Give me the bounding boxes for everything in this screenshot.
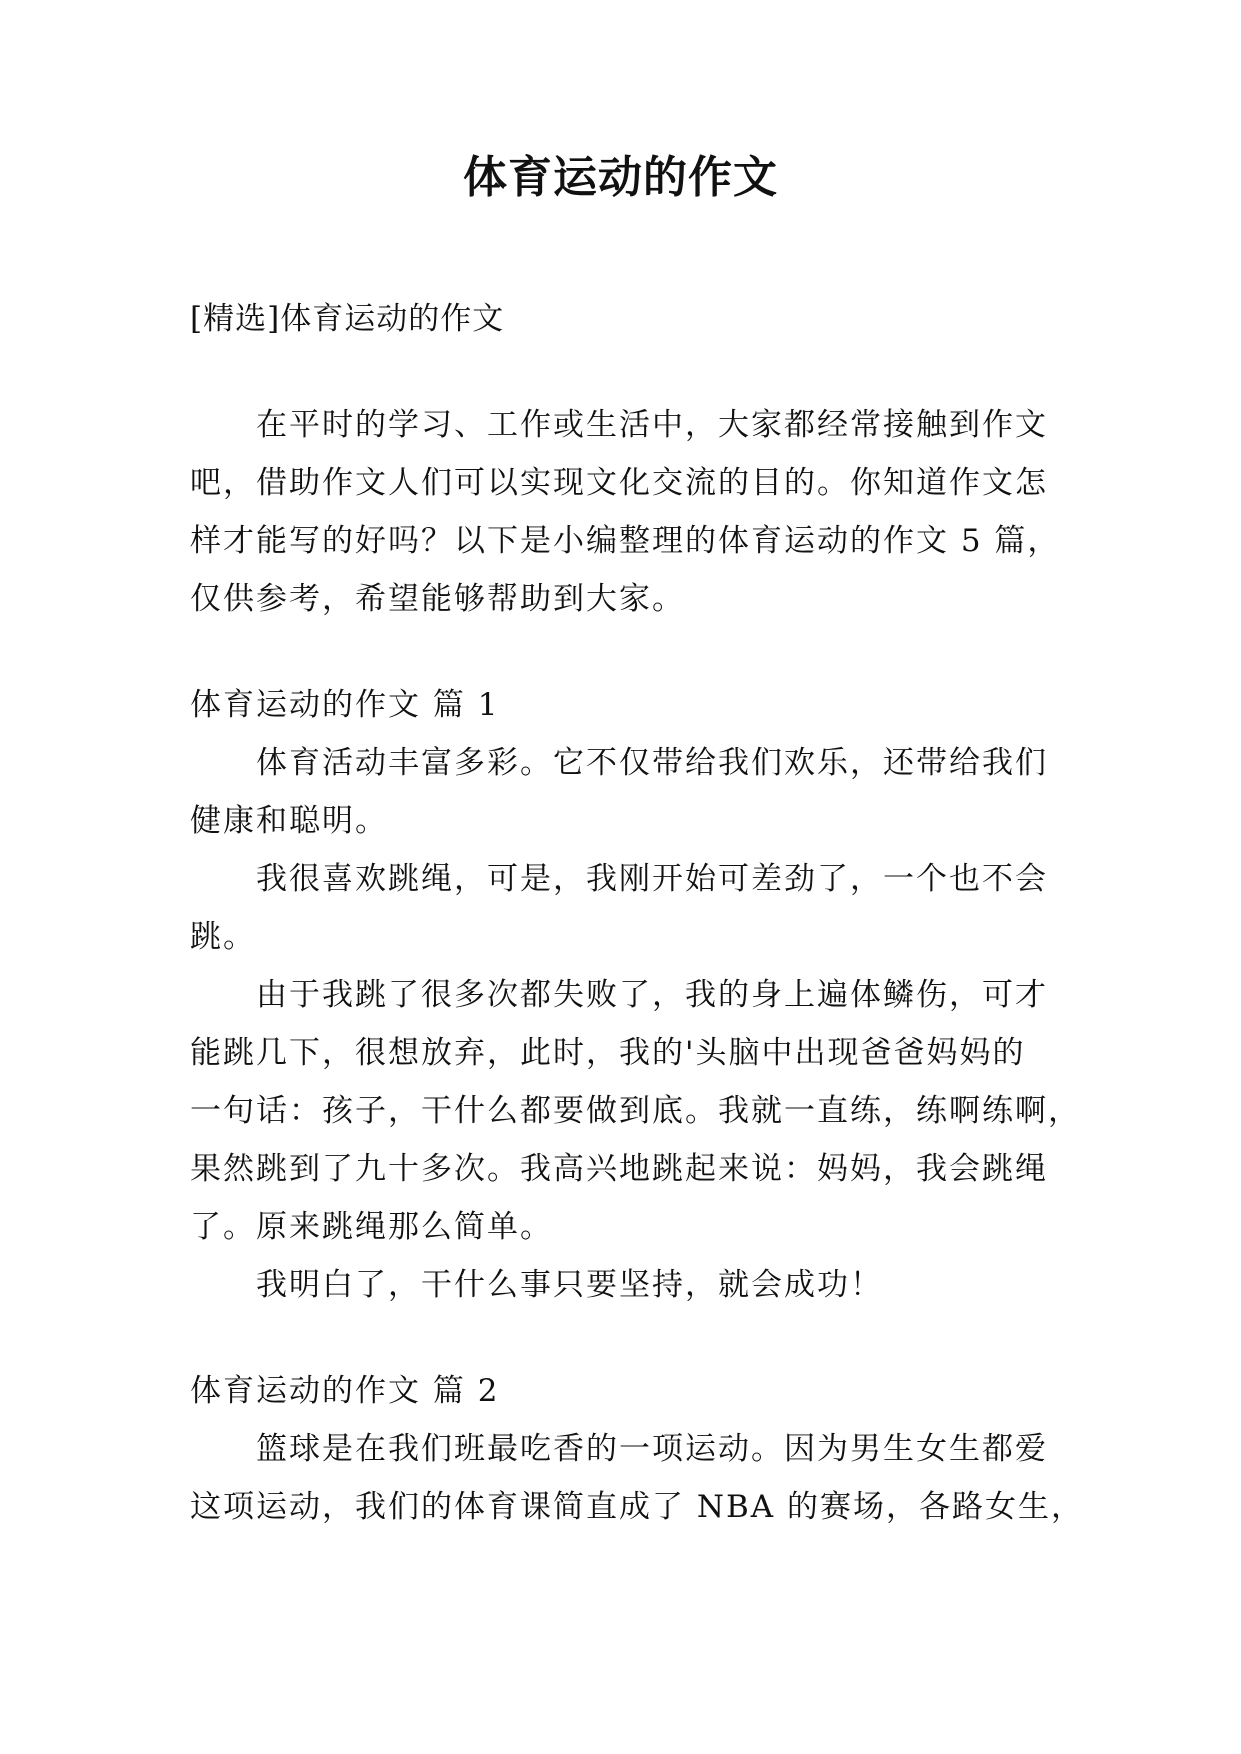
- paragraph-line: 我明白了，干什么事只要坚持，就会成功！: [256, 1267, 883, 1303]
- paragraph-line: 跳。: [190, 919, 256, 955]
- paragraph-line: 健康和聪明。: [190, 803, 388, 839]
- document-subtitle: [精选]体育运动的作文: [190, 301, 505, 337]
- section-heading: 体育运动的作文 篇 1: [190, 687, 500, 723]
- intro-paragraph: [190, 396, 1060, 628]
- paragraph-line: 体育活动丰富多彩。它不仅带给我们欢乐，还带给我们: [256, 745, 1048, 781]
- paragraph-line: 我很喜欢跳绳，可是，我刚开始可差劲了，一个也不会: [256, 861, 1048, 897]
- paragraph-line: 这项运动，我们的体育课简直成了 NBA 的赛场，各路女生，: [190, 1489, 1084, 1525]
- document-body: [190, 290, 1084, 1536]
- essay-section-1: [190, 676, 1081, 1314]
- section-heading: 体育运动的作文 篇 2: [190, 1373, 500, 1409]
- spacer: [190, 348, 1060, 396]
- paragraph-line: 仅供参考，希望能够帮助到大家。: [190, 581, 685, 617]
- paragraph-line: 在平时的学习、工作或生活中，大家都经常接触到作文: [256, 407, 1048, 443]
- paragraph-line: 吧，借助作文人们可以实现文化交流的目的。你知道作文怎: [190, 465, 1048, 501]
- spacer: [190, 628, 1060, 676]
- paragraph-line: 果然跳到了九十多次。我高兴地跳起来说：妈妈，我会跳绳: [190, 1151, 1048, 1187]
- paragraph-line: 篮球是在我们班最吃香的一项运动。因为男生女生都爱: [256, 1431, 1048, 1467]
- paragraph-line: 一句话：孩子，干什么都要做到底。我就一直练，练啊练啊，: [190, 1093, 1081, 1129]
- paragraph-line: 能跳几下，很想放弃，此时，我的'头脑中出现爸爸妈妈的: [190, 1035, 1026, 1071]
- essay-section-2: [190, 1362, 1084, 1536]
- spacer: [190, 1314, 1060, 1362]
- document-title: 体育运动的作文: [463, 152, 778, 203]
- paragraph-line: 由于我跳了很多次都失败了，我的身上遍体鳞伤，可才: [256, 977, 1048, 1013]
- paragraph-line: 了。原来跳绳那么简单。: [190, 1209, 553, 1245]
- paragraph-line: 样才能写的好吗？以下是小编整理的体育运动的作文 5 篇，: [190, 523, 1061, 559]
